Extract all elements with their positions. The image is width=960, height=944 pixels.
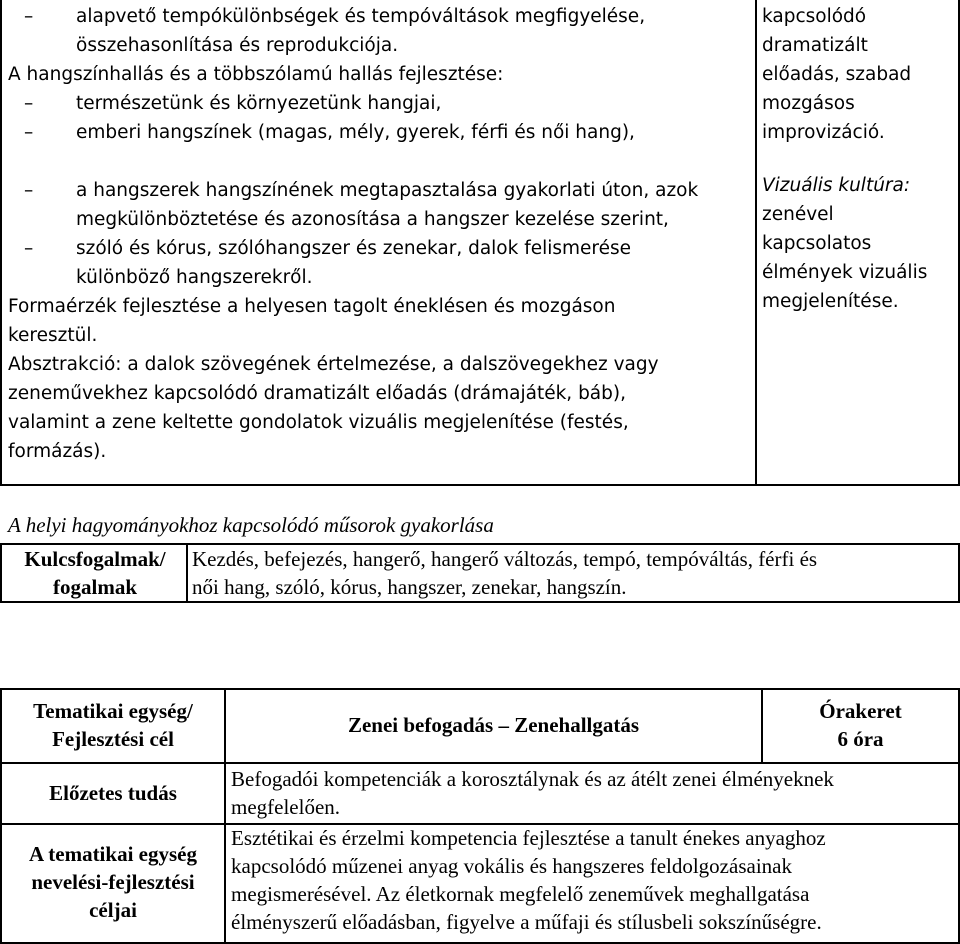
keywords-text-line2: női hang, szóló, kórus, hangszer, zenekar, hangszín. xyxy=(192,575,627,599)
keywords-text-line1: Kezdés, befejezés, hangerő, hangerő változás, tempó, tempóváltás, férfi és xyxy=(192,547,818,571)
bt-top-border xyxy=(0,688,960,690)
line-text: valamint a zene keltette gondolatok vizuális megjelenítése (festés, xyxy=(8,412,629,433)
dash-bullet-icon: – xyxy=(24,238,34,259)
thematic-unit-title-text: Zenei befogadás – Zenehallgatás xyxy=(347,713,640,737)
prior-knowledge-line1: Befogadói kompetenciák a korosztálynak és az átélt zenei élményeknek xyxy=(231,767,834,791)
text-line xyxy=(8,205,748,234)
line-text: különböző hangszerekről. xyxy=(76,267,313,288)
prior-knowledge-label xyxy=(2,779,224,807)
keywords-text xyxy=(192,545,957,601)
text-line xyxy=(8,408,748,437)
connection-line: élmények vizuális xyxy=(762,262,928,283)
text-line xyxy=(8,292,748,321)
connections-list-b xyxy=(762,200,958,316)
prior-knowledge-text xyxy=(231,765,956,821)
goals-line2: kapcsolódó műzenei anyag vokális és hangszeres feldolgozásainak xyxy=(231,854,792,878)
keywords-label-line1: Kulcsfogalmak/ xyxy=(24,547,166,571)
goals-line1: Esztétikai és érzelmi kompetencia fejlesztése a tanult énekes anyaghoz xyxy=(231,826,826,850)
line-text: szóló és kórus, szólóhangszer és zenekar, dalok felismerése xyxy=(76,238,632,259)
keyword-row-divider xyxy=(186,543,188,603)
line-text: természetünk és környezetünk hangjai, xyxy=(76,93,442,114)
keywords-label-line2: fogalmak xyxy=(53,575,137,599)
text-line xyxy=(8,147,748,176)
line-text: összehasonlítása és reprodukciója. xyxy=(76,35,399,56)
bullet-item xyxy=(8,234,748,263)
text-line xyxy=(8,263,748,292)
text-line xyxy=(8,60,748,89)
table-column-divider xyxy=(755,0,757,486)
goals-label-line2: nevelési-fejlesztési xyxy=(31,870,195,894)
text-line xyxy=(8,321,748,350)
connections-list-a xyxy=(762,2,958,147)
thematic-unit-table xyxy=(0,688,960,944)
text-line xyxy=(8,31,748,60)
connection-line: dramatizált xyxy=(762,35,868,56)
line-text: a hangszerek hangszínének megtapasztalása gyakorlati úton, azok xyxy=(76,180,699,201)
connection-line: mozgásos xyxy=(762,93,855,114)
bullet-item xyxy=(8,176,748,205)
bullet-item xyxy=(8,2,748,31)
time-frame-label: Órakeret xyxy=(819,699,902,723)
keywords-label xyxy=(4,545,186,601)
prior-knowledge-label-text: Előzetes tudás xyxy=(49,781,177,805)
prior-knowledge-line2: megfelelően. xyxy=(231,795,341,819)
connection-line: zenével xyxy=(762,204,834,225)
line-text: Formaérzék fejlesztése a helyesen tagolt éneklésen és mozgáson xyxy=(8,296,616,317)
keyword-row-left-border xyxy=(0,543,2,603)
thematic-unit-label-line2: Fejlesztési cél xyxy=(52,727,174,751)
line-text: Absztrakció: a dalok szövegének értelmezése, a dalszövegekhez vagy xyxy=(8,354,659,375)
bt-row1-border xyxy=(0,762,960,764)
text-line xyxy=(8,379,748,408)
connection-line: előadás, szabad xyxy=(762,64,912,85)
keyword-row-bottom-border xyxy=(0,601,960,603)
bullet-item xyxy=(8,118,748,147)
connection-line: improvizáció. xyxy=(762,122,885,143)
development-tasks-cell xyxy=(8,2,748,466)
goals-label-line3: céljai xyxy=(89,898,137,922)
thematic-unit-label-line1: Tematikai egység/ xyxy=(33,699,193,723)
line-text: zeneművekhez kapcsolódó dramatizált előadás (drámajáték, báb), xyxy=(8,383,626,404)
table-border-bottom xyxy=(0,484,960,486)
thematic-unit-label xyxy=(2,697,224,753)
dash-bullet-icon: – xyxy=(24,180,34,201)
section-title: A helyi hagyományokhoz kapcsolódó műsorok gyakorlása xyxy=(8,513,494,537)
goals-label-line1: A tematikai egység xyxy=(29,842,197,866)
table-border-left xyxy=(0,0,2,486)
line-text: emberi hangszínek (magas, mély, gyerek, férfi és női hang), xyxy=(76,122,635,143)
thematic-unit-title xyxy=(226,711,761,739)
connection-line: megjelenítése. xyxy=(762,291,899,312)
dash-bullet-icon: – xyxy=(24,93,34,114)
time-frame-value: 6 óra xyxy=(837,727,884,751)
line-text: keresztül. xyxy=(8,325,98,346)
line-text: A hangszínhallás és a többszólamú hallás fejlesztése: xyxy=(8,64,504,85)
goals-line3: megismerésével. Az életkornak megfelelő zeneművek meghallgatása xyxy=(231,882,810,906)
line-text: formázás). xyxy=(8,441,107,462)
goals-line4: élményszerű előadásban, figyelve a műfaji és stílusbeli sokszínűségre. xyxy=(231,910,822,934)
connections-cell xyxy=(762,2,958,316)
line-text: megkülönböztetése és azonosítása a hangszer kezelése szerint, xyxy=(76,209,669,230)
visual-culture-heading: Vizuális kultúra: xyxy=(762,175,911,196)
goals-text xyxy=(231,824,956,936)
connection-line: kapcsolatos xyxy=(762,233,872,254)
line-text: alapvető tempókülönbségek és tempóváltások megfigyelése, xyxy=(76,6,646,27)
dash-bullet-icon: – xyxy=(24,122,34,143)
text-line xyxy=(8,350,748,379)
dash-bullet-icon: – xyxy=(24,6,34,27)
bullet-item xyxy=(8,89,748,118)
connection-line: kapcsolódó xyxy=(762,6,867,27)
time-frame xyxy=(763,697,958,753)
goals-label xyxy=(2,840,224,924)
text-line xyxy=(8,437,748,466)
